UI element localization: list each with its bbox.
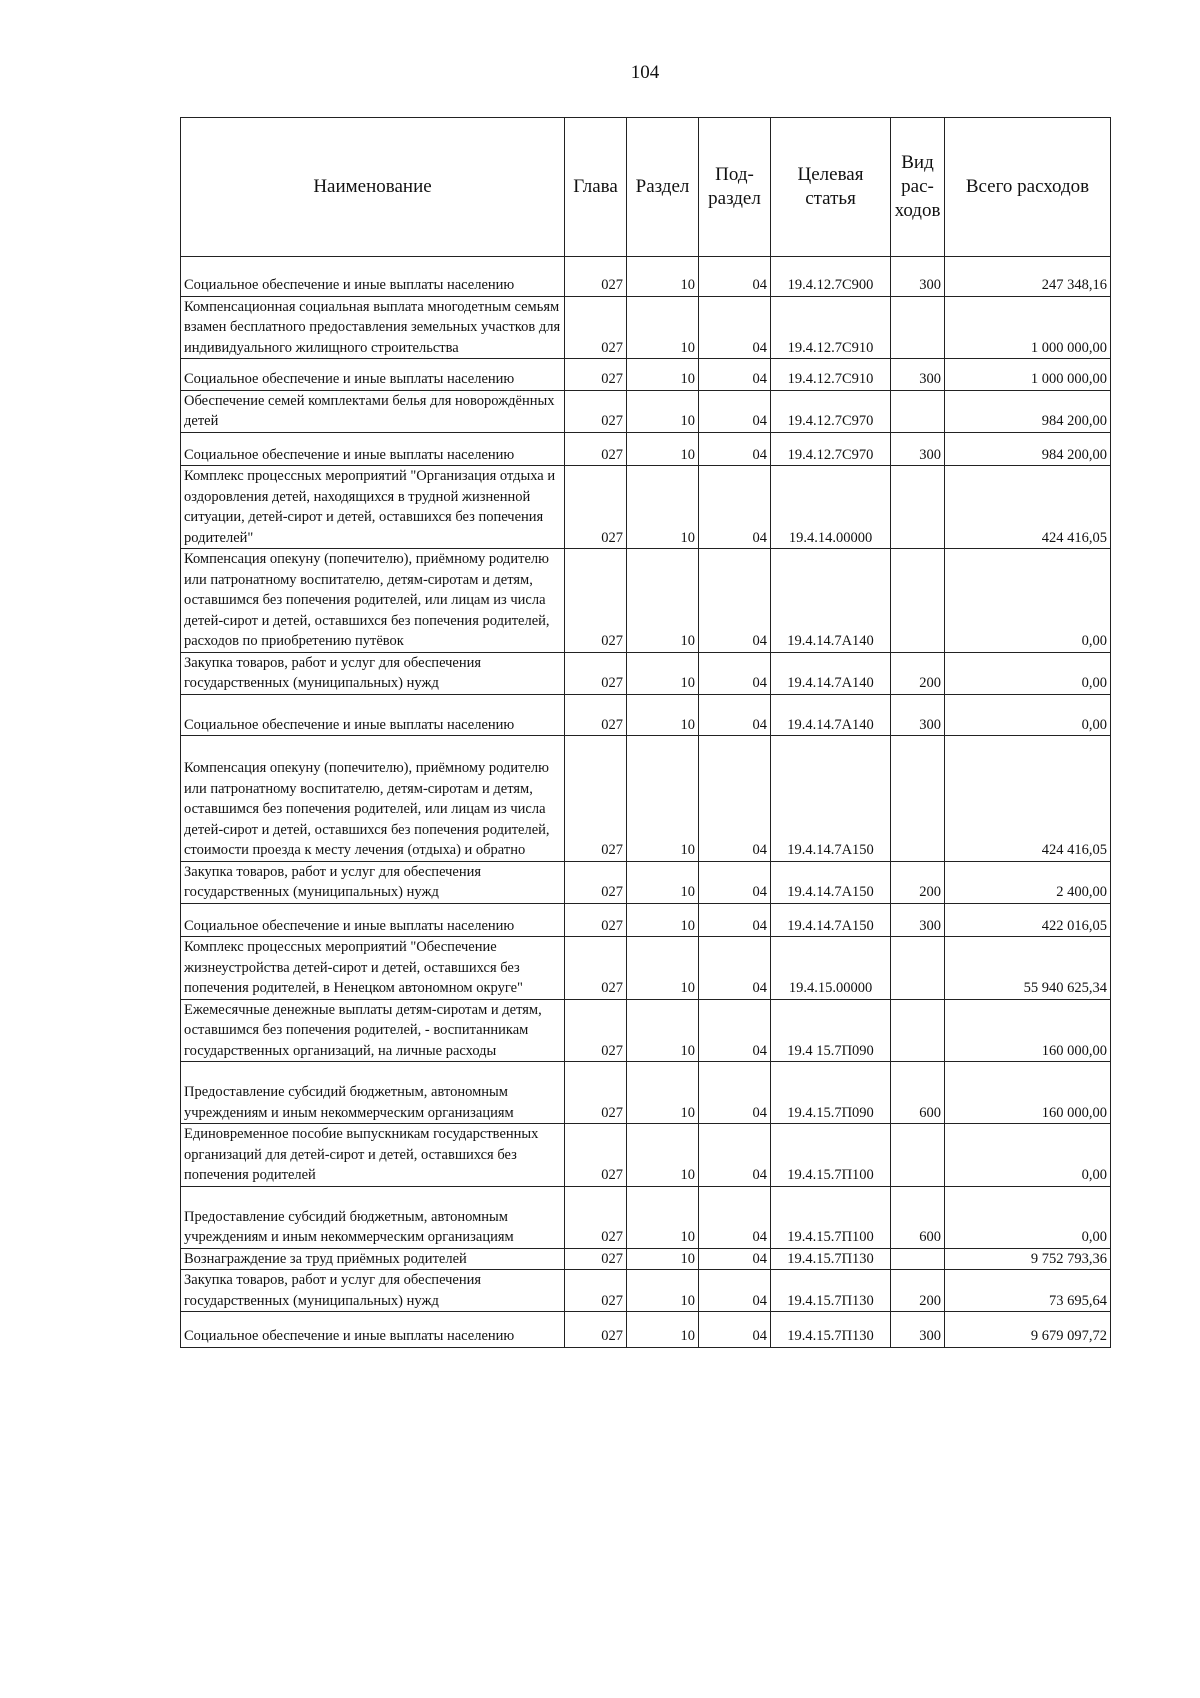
cell-section: 10 [627, 296, 699, 359]
cell-subsection: 04 [699, 652, 771, 694]
cell-total: 984 200,00 [945, 390, 1111, 432]
cell-kind [891, 999, 945, 1062]
cell-kind: 300 [891, 257, 945, 297]
table-row [181, 432, 1111, 466]
cell-total: 73 695,64 [945, 1270, 1111, 1312]
table-row [181, 1124, 1111, 1187]
cell-kind [891, 466, 945, 549]
table-row [181, 296, 1111, 359]
cell-subsection: 04 [699, 1270, 771, 1312]
cell-name: Обеспечение семей комплектами белья для новорождённых детей [181, 390, 565, 432]
cell-subsection: 04 [699, 999, 771, 1062]
cell-chapter: 027 [565, 466, 627, 549]
cell-total: 1 000 000,00 [945, 359, 1111, 391]
cell-section: 10 [627, 1062, 699, 1124]
cell-chapter: 027 [565, 1270, 627, 1312]
cell-section: 10 [627, 1248, 699, 1270]
cell-target: 19.4 15.7П090 [771, 999, 891, 1062]
cell-kind [891, 390, 945, 432]
cell-section: 10 [627, 257, 699, 297]
table-row [181, 903, 1111, 937]
cell-subsection: 04 [699, 1124, 771, 1187]
cell-chapter: 027 [565, 903, 627, 937]
cell-kind [891, 1248, 945, 1270]
cell-target: 19.4.14.7А140 [771, 694, 891, 736]
cell-subsection: 04 [699, 861, 771, 903]
cell-total: 247 348,16 [945, 257, 1111, 297]
table-row [181, 359, 1111, 391]
table-row [181, 257, 1111, 297]
cell-section: 10 [627, 390, 699, 432]
cell-kind: 300 [891, 359, 945, 391]
cell-chapter: 027 [565, 390, 627, 432]
cell-chapter: 027 [565, 1248, 627, 1270]
cell-chapter: 027 [565, 1312, 627, 1348]
cell-name: Предоставление субсидий бюджетным, автономным учреждениям и иным некоммерческим организациям [181, 1062, 565, 1124]
cell-name: Социальное обеспечение и иные выплаты населению [181, 432, 565, 466]
cell-chapter: 027 [565, 432, 627, 466]
cell-subsection: 04 [699, 296, 771, 359]
cell-name: Комплекс процессных мероприятий "Организация отдыха и оздоровления детей, находящихся в трудной жизненной ситуации, детей-сирот и детей, оставшихся без попечения родителей" [181, 466, 565, 549]
cell-name: Социальное обеспечение и иные выплаты населению [181, 694, 565, 736]
table-row [181, 999, 1111, 1062]
header-section: Раздел [627, 118, 699, 257]
cell-target: 19.4.15.7П100 [771, 1186, 891, 1248]
cell-subsection: 04 [699, 1312, 771, 1348]
cell-kind: 200 [891, 652, 945, 694]
cell-name: Единовременное пособие выпускникам государственных организаций для детей-сирот и детей, оставшихся без попечения родителей [181, 1124, 565, 1187]
cell-target: 19.4.15.00000 [771, 937, 891, 1000]
header-kind: Вид рас- ходов [891, 118, 945, 257]
cell-name: Ежемесячные денежные выплаты детям-сиротам и детям, оставшимся без попечения родителей, - воспитанникам государственных организаций, на личные расходы [181, 999, 565, 1062]
cell-section: 10 [627, 694, 699, 736]
cell-name: Социальное обеспечение и иные выплаты населению [181, 359, 565, 391]
cell-kind [891, 937, 945, 1000]
table-row [181, 736, 1111, 862]
header-total: Всего расходов [945, 118, 1111, 257]
cell-target: 19.4.14.00000 [771, 466, 891, 549]
cell-target: 19.4.14.7А150 [771, 903, 891, 937]
cell-name: Закупка товаров, работ и услуг для обеспечения государственных (муниципальных) нужд [181, 652, 565, 694]
cell-section: 10 [627, 432, 699, 466]
cell-total: 1 000 000,00 [945, 296, 1111, 359]
table-row [181, 861, 1111, 903]
cell-section: 10 [627, 861, 699, 903]
cell-section: 10 [627, 937, 699, 1000]
cell-kind: 300 [891, 1312, 945, 1348]
cell-chapter: 027 [565, 1186, 627, 1248]
cell-target: 19.4.12.7С900 [771, 257, 891, 297]
cell-total: 160 000,00 [945, 1062, 1111, 1124]
table-row [181, 1312, 1111, 1348]
cell-target: 19.4.14.7А150 [771, 861, 891, 903]
cell-total: 0,00 [945, 1186, 1111, 1248]
cell-total: 55 940 625,34 [945, 937, 1111, 1000]
cell-name: Компенсация опекуну (попечителю), приёмному родителю или патронатному воспитателю, детям-сиротам и детям, оставшимся без попечения родителей, или лицам из числа детей-сирот и детей, оставшихся без попечения родителей, стоимости проезда к месту лечения (отдыха) и обратно [181, 736, 565, 862]
cell-name: Компенсационная социальная выплата многодетным семьям взамен бесплатного предоставления земельных участков для индивидуального жилищного строительства [181, 296, 565, 359]
cell-subsection: 04 [699, 937, 771, 1000]
cell-name: Компенсация опекуну (попечителю), приёмному родителю или патронатному воспитателю, детям-сиротам и детям, оставшимся без попечения родителей, или лицам из числа детей-сирот и детей, оставшихся без попечения родителей, расходов по приобретению путёвок [181, 549, 565, 653]
cell-subsection: 04 [699, 432, 771, 466]
header-name: Наименование [181, 118, 565, 257]
page-number: 104 [630, 62, 660, 83]
cell-section: 10 [627, 549, 699, 653]
cell-name: Закупка товаров, работ и услуг для обеспечения государственных (муниципальных) нужд [181, 1270, 565, 1312]
cell-total: 9 752 793,36 [945, 1248, 1111, 1270]
table-row [181, 652, 1111, 694]
cell-chapter: 027 [565, 861, 627, 903]
table-row [181, 694, 1111, 736]
cell-name: Социальное обеспечение и иные выплаты населению [181, 257, 565, 297]
cell-chapter: 027 [565, 694, 627, 736]
cell-subsection: 04 [699, 694, 771, 736]
cell-kind: 200 [891, 861, 945, 903]
cell-subsection: 04 [699, 466, 771, 549]
table-row [181, 1062, 1111, 1124]
cell-subsection: 04 [699, 257, 771, 297]
header-row [181, 118, 1111, 257]
table-row [181, 466, 1111, 549]
table-row [181, 1270, 1111, 1312]
cell-section: 10 [627, 903, 699, 937]
cell-subsection: 04 [699, 1248, 771, 1270]
cell-subsection: 04 [699, 1062, 771, 1124]
cell-name: Социальное обеспечение и иные выплаты населению [181, 1312, 565, 1348]
cell-subsection: 04 [699, 736, 771, 862]
cell-total: 984 200,00 [945, 432, 1111, 466]
cell-chapter: 027 [565, 257, 627, 297]
cell-section: 10 [627, 359, 699, 391]
header-target: Целевая статья [771, 118, 891, 257]
cell-section: 10 [627, 1186, 699, 1248]
cell-chapter: 027 [565, 296, 627, 359]
cell-chapter: 027 [565, 652, 627, 694]
cell-name: Предоставление субсидий бюджетным, автономным учреждениям и иным некоммерческим организациям [181, 1186, 565, 1248]
cell-name: Комплекс процессных мероприятий "Обеспечение жизнеустройства детей-сирот и детей, оставшихся без попечения родителей, в Ненецком автономном округе" [181, 937, 565, 1000]
cell-subsection: 04 [699, 359, 771, 391]
cell-subsection: 04 [699, 1186, 771, 1248]
cell-target: 19.4.15.7П130 [771, 1248, 891, 1270]
cell-kind: 600 [891, 1186, 945, 1248]
cell-target: 19.4.15.7П130 [771, 1312, 891, 1348]
cell-total: 0,00 [945, 694, 1111, 736]
cell-target: 19.4.14.7А150 [771, 736, 891, 862]
cell-section: 10 [627, 999, 699, 1062]
cell-kind: 300 [891, 432, 945, 466]
cell-kind: 300 [891, 903, 945, 937]
cell-kind [891, 549, 945, 653]
table-row [181, 1186, 1111, 1248]
cell-chapter: 027 [565, 549, 627, 653]
cell-section: 10 [627, 466, 699, 549]
table-row [181, 937, 1111, 1000]
header-chapter: Глава [565, 118, 627, 257]
cell-total: 9 679 097,72 [945, 1312, 1111, 1348]
cell-target: 19.4.12.7С910 [771, 296, 891, 359]
cell-name: Социальное обеспечение и иные выплаты населению [181, 903, 565, 937]
cell-target: 19.4.12.7С910 [771, 359, 891, 391]
cell-total: 422 016,05 [945, 903, 1111, 937]
cell-subsection: 04 [699, 390, 771, 432]
cell-kind: 200 [891, 1270, 945, 1312]
cell-kind [891, 1124, 945, 1187]
cell-total: 2 400,00 [945, 861, 1111, 903]
cell-chapter: 027 [565, 359, 627, 391]
cell-section: 10 [627, 1124, 699, 1187]
cell-section: 10 [627, 736, 699, 862]
cell-kind [891, 296, 945, 359]
table-row [181, 390, 1111, 432]
cell-chapter: 027 [565, 937, 627, 1000]
cell-section: 10 [627, 1270, 699, 1312]
cell-target: 19.4.15.7П100 [771, 1124, 891, 1187]
table-row [181, 1248, 1111, 1270]
cell-name: Закупка товаров, работ и услуг для обеспечения государственных (муниципальных) нужд [181, 861, 565, 903]
cell-kind: 600 [891, 1062, 945, 1124]
cell-total: 424 416,05 [945, 736, 1111, 862]
budget-table [180, 117, 1111, 1348]
cell-kind [891, 736, 945, 862]
cell-target: 19.4.12.7С970 [771, 390, 891, 432]
cell-total: 160 000,00 [945, 999, 1111, 1062]
table-body [181, 257, 1111, 1348]
cell-section: 10 [627, 1312, 699, 1348]
cell-section: 10 [627, 652, 699, 694]
cell-chapter: 027 [565, 999, 627, 1062]
cell-subsection: 04 [699, 549, 771, 653]
cell-kind: 300 [891, 694, 945, 736]
cell-name: Вознаграждение за труд приёмных родителей [181, 1248, 565, 1270]
cell-target: 19.4.14.7А140 [771, 652, 891, 694]
cell-target: 19.4.14.7А140 [771, 549, 891, 653]
cell-total: 424 416,05 [945, 466, 1111, 549]
cell-subsection: 04 [699, 903, 771, 937]
cell-chapter: 027 [565, 1124, 627, 1187]
table-row [181, 549, 1111, 653]
cell-total: 0,00 [945, 652, 1111, 694]
cell-target: 19.4.12.7С970 [771, 432, 891, 466]
cell-target: 19.4.15.7П090 [771, 1062, 891, 1124]
cell-chapter: 027 [565, 736, 627, 862]
cell-total: 0,00 [945, 549, 1111, 653]
cell-total: 0,00 [945, 1124, 1111, 1187]
cell-target: 19.4.15.7П130 [771, 1270, 891, 1312]
header-subsection: Под- раздел [699, 118, 771, 257]
cell-chapter: 027 [565, 1062, 627, 1124]
